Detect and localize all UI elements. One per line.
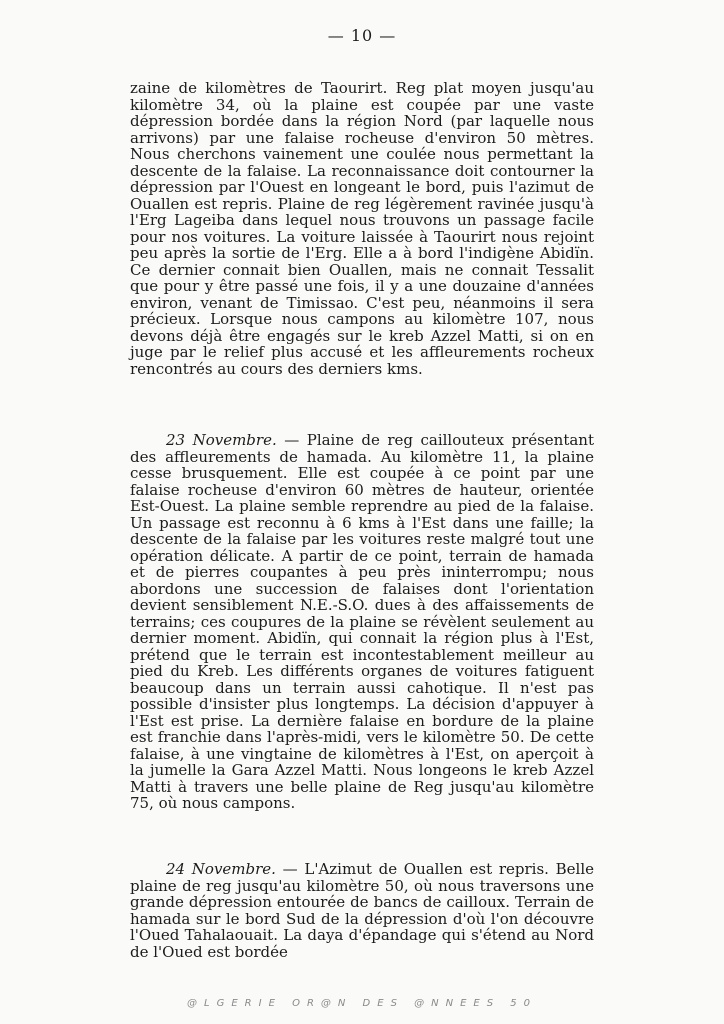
- page-number: — 10 —: [327, 26, 397, 45]
- paragraph-3: [130, 861, 594, 960]
- paragraph-text: — L'Azimut de Ouallen est repris. Belle plaine de reg jusqu'au kilomètre 50, où nous traversons une grande dépression entourée de bancs de cailloux. Terrain de hamada sur le bord Sud de la dépression d'où l'on découvre l'Oued Tahalaouait. La daya d'épandage qui s'étend au Nord de l'Oued est bordée: [130, 860, 594, 961]
- paragraph-1: [130, 80, 594, 377]
- paragraph-2: [130, 432, 594, 812]
- paragraph-date: 23 Novembre.: [166, 431, 277, 449]
- paragraph-text: zaine de kilomètres de Taourirt. Reg plat moyen jusqu'au kilomètre 34, où la plaine est coupée par une vaste dépression bordée dans la région Nord (par laquelle nous arrivons) par une falaise rocheuse d'environ 50 mètres. Nous cherchons vainement une coulée nous permettant la descente de la falaise. La reconnaissance doit contourner la dépression par l'Ouest en longeant le bord, puis l'azimut de Ouallen est repris. Plaine de reg légèrement ravinée jusqu'à l'Erg Lageiba dans lequel nous trouvons un passage facile pour nos voitures. La voiture laissée à Taourirt nous rejoint peu après la sortie de l'Erg. Elle a à bord l'indigène Abidïn. Ce dernier connait bien Ouallen, mais ne connait Tessalit que pour y être passé une fois, il y a une douzaine d'années environ, venant de Timissao. C'est peu, néanmoins il sera précieux. Lorsque nous campons au kilomètre 107, nous devons déjà être engagés sur le kreb Azzel Matti, si on en juge par le relief plus accusé et les affleurements rocheux rencontrés au cours des derniers kms.: [130, 79, 594, 378]
- paragraph-date: 24 Novembre.: [166, 860, 276, 878]
- footer-watermark: @LGERIE OR@N DES @NNEES 50: [187, 998, 537, 1009]
- paragraph-text: — Plaine de reg caillouteux présentant des affleurements de hamada. Au kilomètre 11, la plaine cesse brusquement. Elle est coupée à ce point par une falaise rocheuse d'environ 60 mètres de hauteur, orientée Est-Ouest. La plaine semble reprendre au pied de la falaise. Un passage est reconnu à 6 kms à l'Est dans une faille; la descente de la falaise par les voitures reste malgré tout une opération délicate. A partir de ce point, terrain de hamada et de pierres coupantes à peu près ininterrompu; nous abordons une succession de falaises dont l'orientation devient sensiblement N.E.-S.O. dues à des affaissements de terrains; ces coupures de la plaine se révèlent seulement au dernier moment. Abidïn, qui connait la région plus à l'Est, prétend que le terrain est incontestablement meilleur au pied du Kreb. Les différents organes de voitures fatiguent beaucoup dans un terrain aussi cahotique. Il n'est pas possible d'insister plus longtemps. La décision d'appuyer à l'Est est prise. La dernière falaise en bordure de la plaine est franchie dans l'après-midi, vers le kilomètre 50. De cette falaise, à une vingtaine de kilomètres à l'Est, on aperçoit à la jumelle la Gara Azzel Matti. Nous longeons le kreb Azzel Matti à travers une belle plaine de Reg jusqu'au kilomètre 75, où nous campons.: [130, 431, 594, 812]
